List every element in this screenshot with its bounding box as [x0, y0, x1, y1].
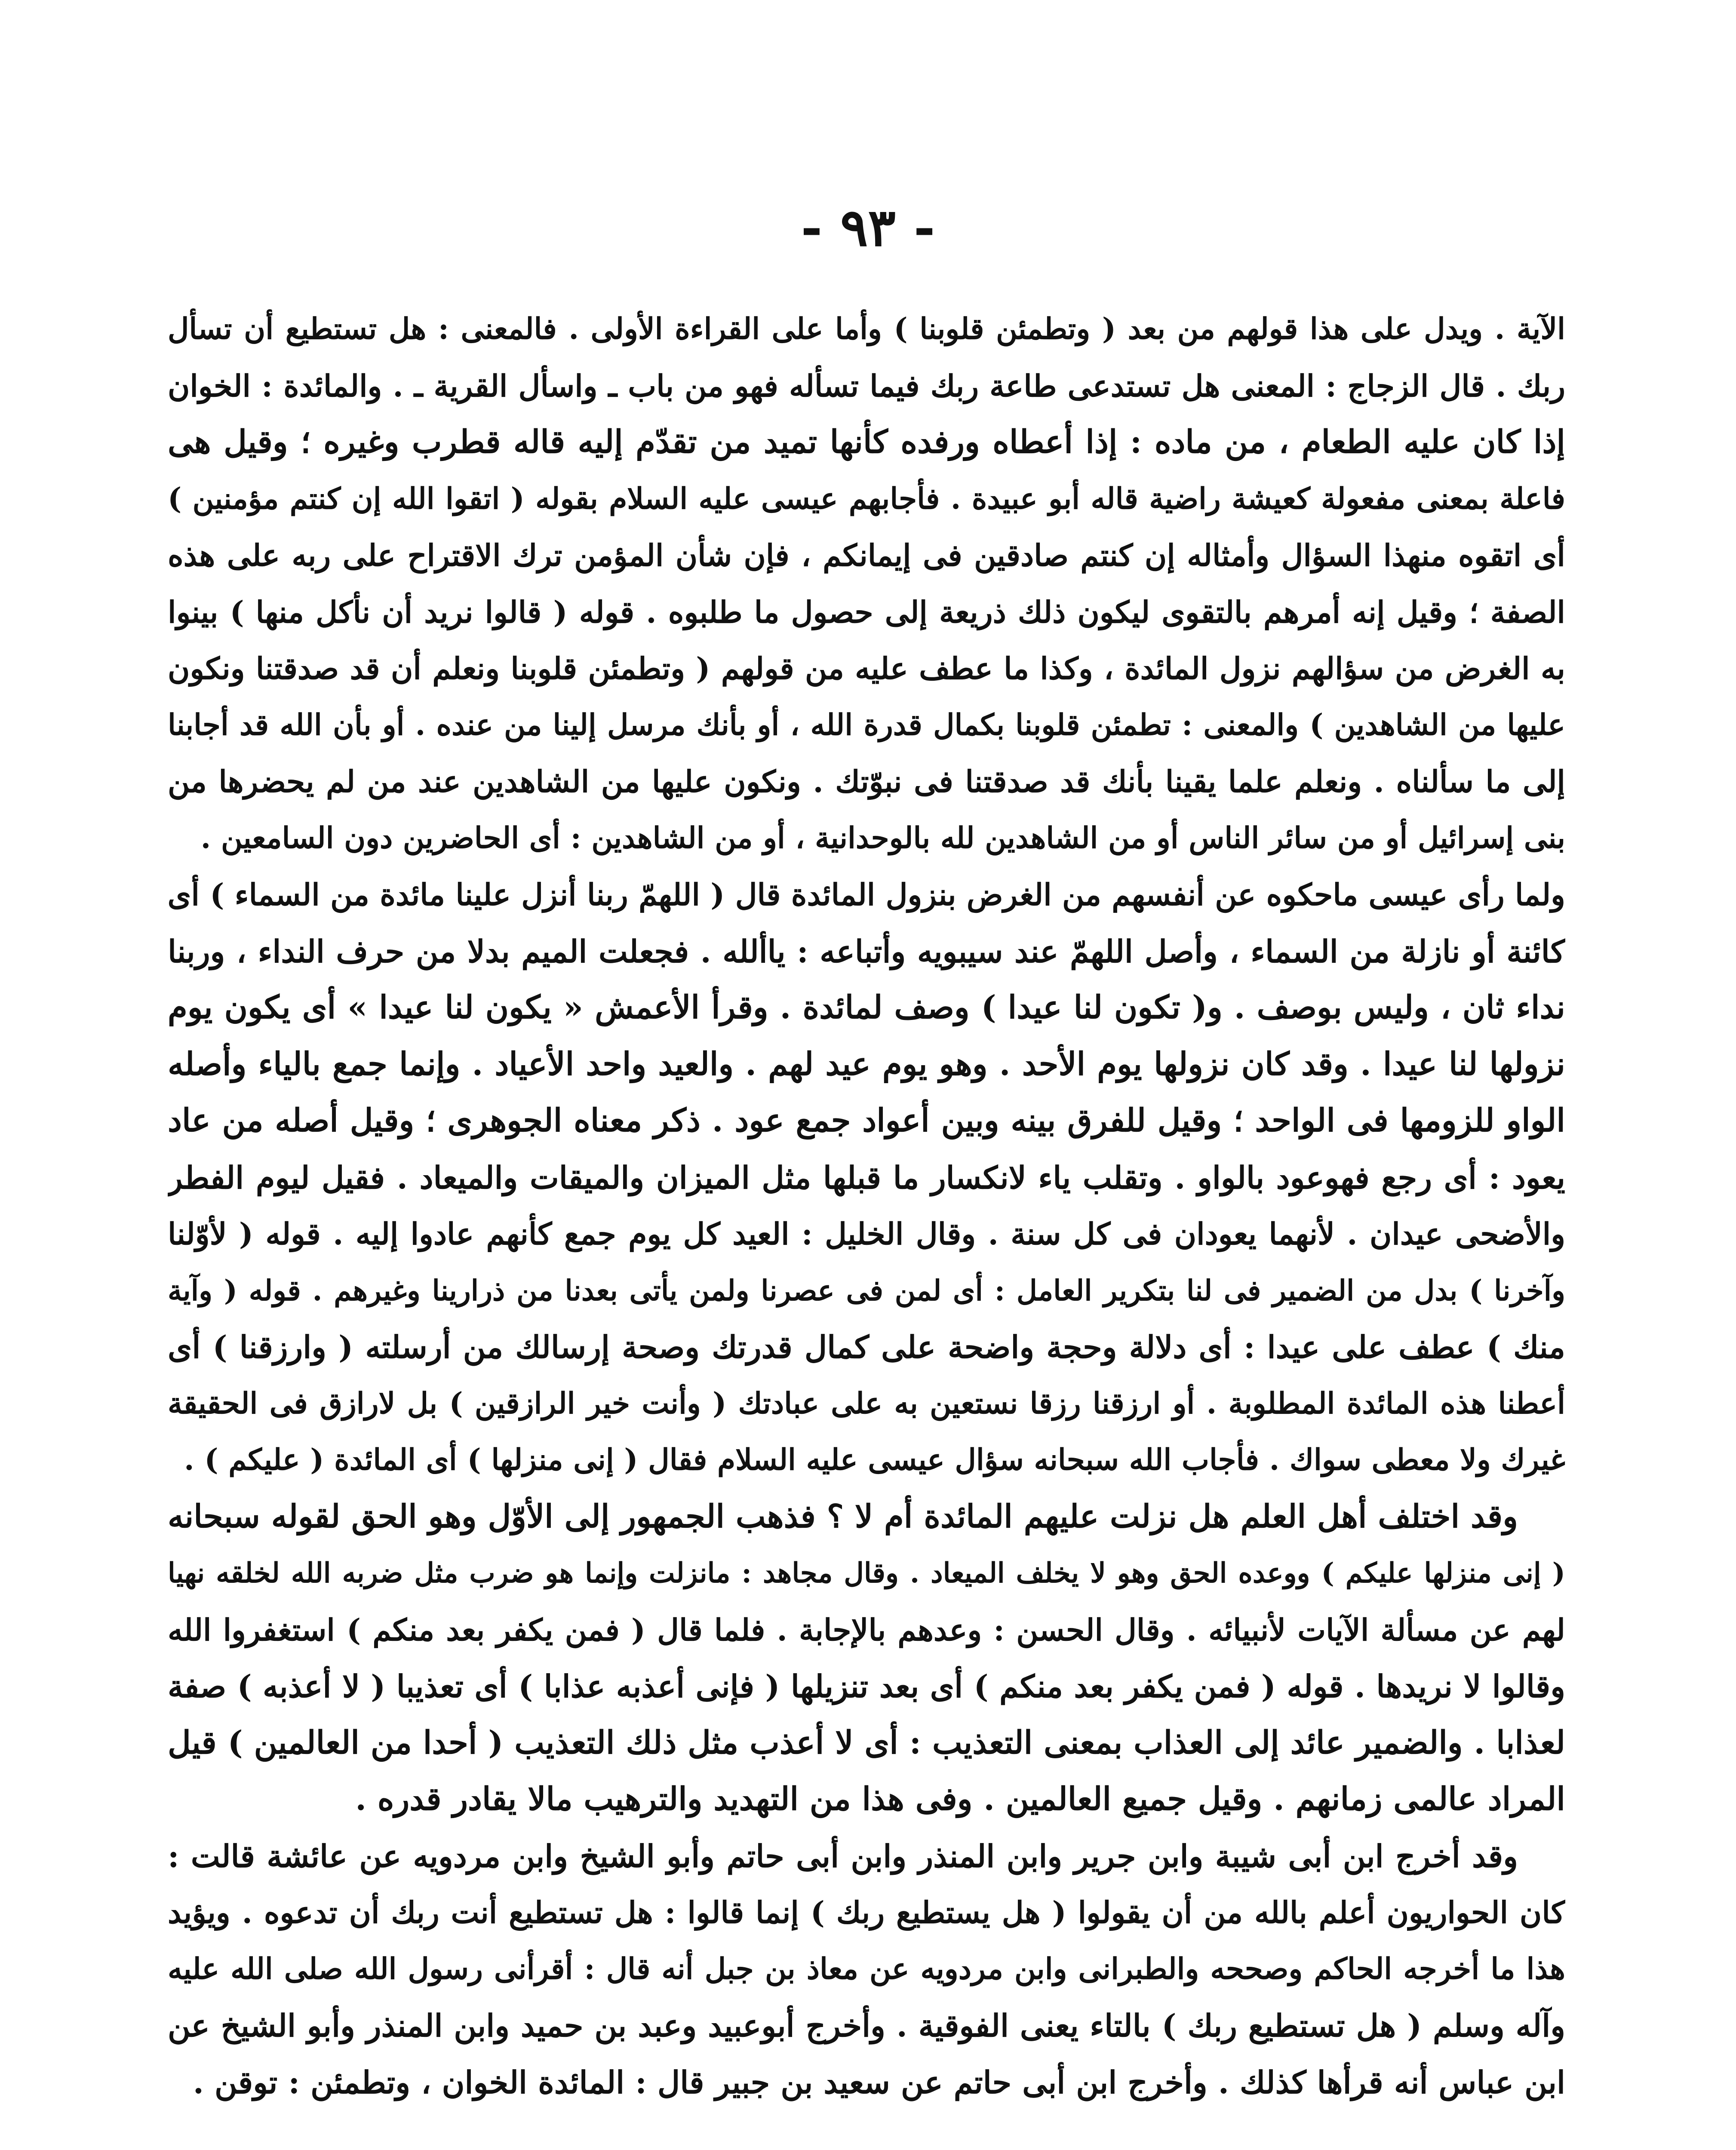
text-line: وقد اختلف أهل العلم هل نزلت عليهم المائدة أم لا ؟ فذهب الجمهور إلى الأوّل وهو الحق لقوله سبحانه	[168, 1498, 1518, 1535]
page-number: - ٩٣ -	[801, 197, 935, 258]
text-line: وقد أخرج ابن أبى شيبة وابن جرير وابن المنذر وابن أبى حاتم وأبو الشيخ وابن مردويه عن عائشة قالت :	[168, 1837, 1518, 1874]
text-line: به الغرض من سؤالهم نزول المائدة ، وكذا ما عطف عليه من قولهم ( وتطمئن قلوبنا ونعلم أن قد صدقتنا ونكون	[168, 651, 1565, 686]
text-line: إذا كان عليه الطعام ، من ماده : إذا أعطاه ورفده كأنها تميد من تقدّم إليه قاله قطرب وغيره ؛ وقيل هى	[168, 424, 1565, 461]
text-line: لهم عن مسألة الآيات لأنبيائه . وقال الحسن : وعدهم بالإجابة . فلما قال ( فمن يكفر بعد منكم ) استغفروا الله	[168, 1612, 1565, 1648]
body-text	[168, 301, 1565, 2110]
text-line: الآية . ويدل على هذا قولهم من بعد ( وتطمئن قلوبنا ) وأما على القراءة الأولى . فالمعنى : هل تستطيع أن تسأل	[168, 312, 1565, 346]
text-line: أى اتقوه منهذا السؤال وأمثاله إن كنتم صادقين فى إيمانكم ، فإن شأن المؤمن ترك الاقتراح على ربه على هذه	[168, 538, 1565, 573]
text-line: منك ) عطف على عيدا : أى دلالة وحجة واضحة على كمال قدرتك وصحة إرسالك من أرسلته ( وارزقنا ) أى	[168, 1329, 1565, 1365]
text-line: إلى ما سألناه . ونعلم علما يقينا بأنك قد صدقتنا فى نبوّتك . ونكون عليها من الشاهدين عند من لم يحضرها من	[168, 764, 1565, 799]
text-line: وقالوا لا نريدها . قوله ( فمن يكفر بعد منكم ) أى بعد تنزيلها ( فإنى أعذبه عذابا ) أى تعذيبا ( لا أعذبه ) صفة	[168, 1668, 1565, 1705]
text-line: ( إنى منزلها عليكم ) ووعده الحق وهو لا يخلف الميعاد . وقال مجاهد : مانزلت وإنما هو ضرب مثل ضربه الله لخلقه نهيا	[168, 1557, 1565, 1589]
text-line: الصفة ؛ وقيل إنه أمرهم بالتقوى ليكون ذلك ذريعة إلى حصول ما طلبوه . قوله ( قالوا نريد أن نأكل منها ) بينوا	[168, 594, 1565, 630]
text-line: والأضحى عيدان . لأنهما يعودان فى كل سنة . وقال الخليل : العيد كل يوم جمع كأنهم عادوا إليه . قوله ( لأوّلنا	[168, 1216, 1565, 1252]
text-line: ابن عباس أنه قرأها كذلك . وأخرج ابن أبى حاتم عن سعيد بن جبير قال : المائدة الخوان ، وتطمئن : توقن .	[193, 2064, 1565, 2101]
text-line: عليها من الشاهدين ) والمعنى : تطمئن قلوبنا بكمال قدرة الله ، أو بأنك مرسل إلينا من عنده . أو بأن الله قد أجابنا	[168, 707, 1565, 742]
text-line: نزولها لنا عيدا . وقد كان نزولها يوم الأحد . وهو يوم عيد لهم . والعيد واحد الأعياد . وإنما جمع بالياء وأصله	[168, 1045, 1565, 1083]
text-line: هذا ما أخرجه الحاكم وصححه والطبرانى وابن مردويه عن معاذ بن جبل أنه قال : أقرأنى رسول الله صلى الله عليه	[168, 1951, 1565, 1986]
text-line: ربك . قال الزجاج : المعنى هل تستدعى طاعة ربك فيما تسأله فهو من باب ـ واسأل القرية ـ . والمائدة : الخوان	[168, 368, 1565, 404]
text-line: الواو للزومها فى الواحد ؛ وقيل للفرق بينه وبين أعواد جمع عود . ذكر معناه الجوهرى ؛ وقيل أصله من عاد	[168, 1102, 1565, 1139]
text-line: المراد عالمى زمانهم . وقيل جميع العالمين . وفى هذا من التهديد والترهيب مالا يقادر قدره .	[355, 1781, 1565, 1818]
text-line: كائنة أو نازلة من السماء ، وأصل اللهمّ عند سيبويه وأتباعه : ياألله . فجعلت الميم بدلا من حرف النداء ، وربنا	[168, 933, 1565, 970]
text-line: غيرك ولا معطى سواك . فأجاب الله سبحانه سؤال عيسى عليه السلام فقال ( إنى منزلها ) أى المائدة ( عليكم ) .	[184, 1443, 1565, 1477]
text-line: فاعلة بمعنى مفعولة كعيشة راضية قاله أبو عبيدة . فأجابهم عيسى عليه السلام بقوله ( اتقوا الله إن كنتم مؤمنين )	[168, 481, 1565, 516]
text-line: كان الحواريون أعلم بالله من أن يقولوا ( هل يستطيع ربك ) إنما قالوا : هل تستطيع أنت ربك أن تدعوه . ويؤيد	[168, 1895, 1565, 1930]
text-line: وآخرنا ) بدل من الضمير فى لنا بتكرير العامل : أى لمن فى عصرنا ولمن يأتى بعدنا من ذرارينا وغيرهم . قوله ( وآية	[168, 1273, 1565, 1307]
text-line: نداء ثان ، وليس بوصف . و( تكون لنا عيدا ) وصف لمائدة . وقرأ الأعمش « يكون لنا عيدا » أى يكون يوم	[168, 989, 1565, 1026]
text-line: وآله وسلم ( هل تستطيع ربك ) بالتاء يعنى الفوقية . وأخرج أبوعبيد وعبد بن حميد وابن المنذر وأبو الشيخ عن	[168, 2007, 1565, 2044]
text-line: أعطنا هذه المائدة المطلوبة . أو ارزقنا رزقا نستعين به على عبادتك ( وأنت خير الرازقين ) بل لارازق فى الحقيقة	[168, 1386, 1565, 1421]
text-line: لعذابا . والضمير عائد إلى العذاب بمعنى التعذيب : أى لا أعذب مثل ذلك التعذيب ( أحدا من العالمين ) قيل	[168, 1724, 1565, 1761]
text-line: يعود : أى رجع فهوعود بالواو . وتقلب ياء لانكسار ما قبلها مثل الميزان والميقات والميعاد . فقيل ليوم الفطر	[168, 1159, 1565, 1196]
text-line: ولما رأى عيسى ماحكوه عن أنفسهم من الغرض بنزول المائدة قال ( اللهمّ ربنا أنزل علينا مائدة من السماء ) أى	[168, 877, 1565, 912]
text-line: بنى إسرائيل أو من سائر الناس أو من الشاهدين لله بالوحدانية ، أو من الشاهدين : أى الحاضرين دون السامعين .	[200, 820, 1565, 855]
